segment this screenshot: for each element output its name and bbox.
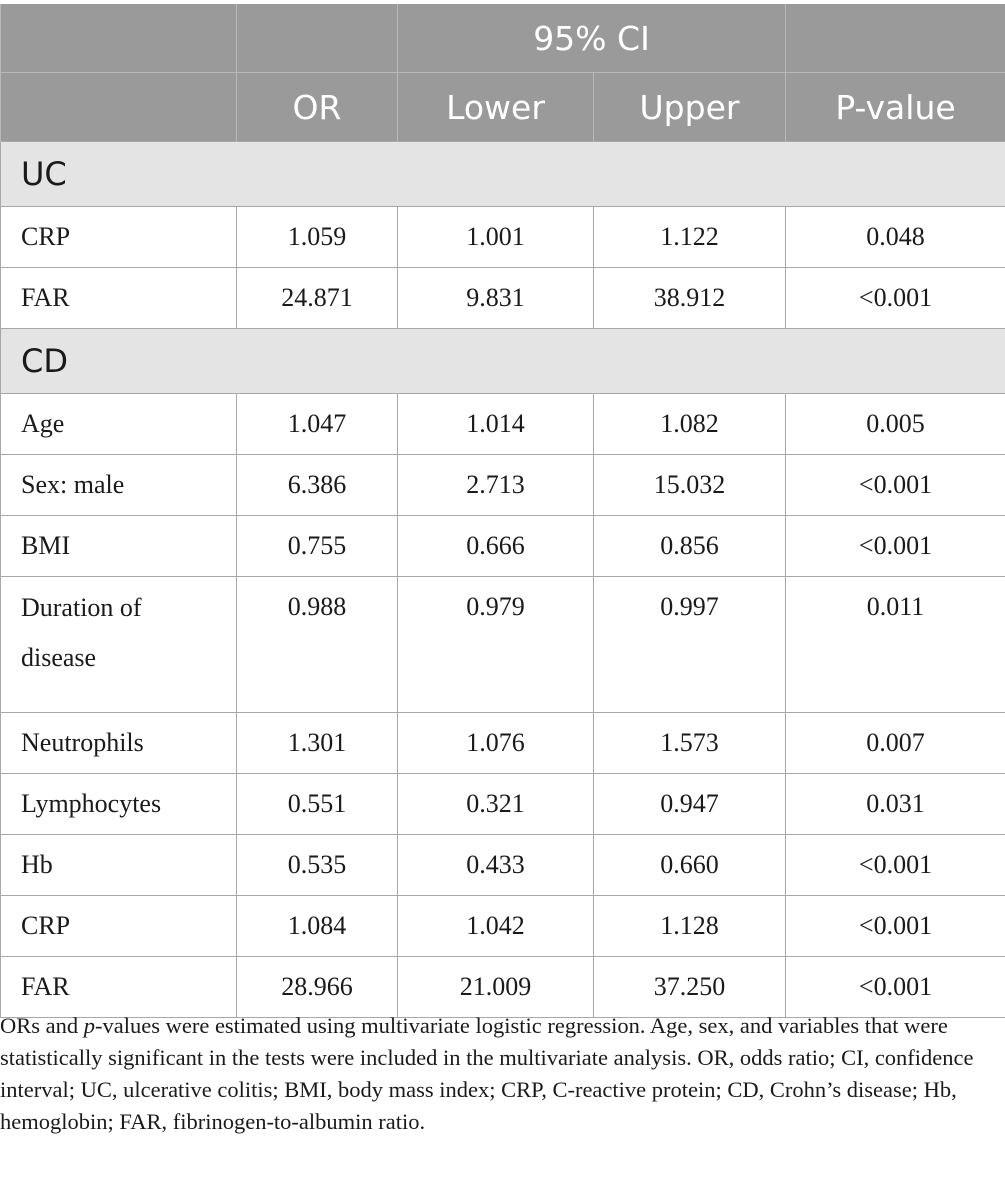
footnote-p-italic: p xyxy=(83,1013,95,1038)
table-row xyxy=(1,516,1005,577)
table-footnote xyxy=(0,1010,985,1138)
cell-or: 1.059 xyxy=(237,207,398,268)
cell-or: 6.386 xyxy=(237,455,398,516)
cell-lower: 0.433 xyxy=(398,835,594,896)
cell-or: 28.966 xyxy=(237,957,398,1018)
cell-pvalue: <0.001 xyxy=(786,516,1005,577)
cell-or: 0.755 xyxy=(237,516,398,577)
cell-upper: 0.997 xyxy=(594,577,786,713)
cell-upper: 0.856 xyxy=(594,516,786,577)
cell-or: 0.535 xyxy=(237,835,398,896)
cell-pvalue: 0.048 xyxy=(786,207,1005,268)
group-label: CD xyxy=(1,329,1005,394)
cell-pvalue: <0.001 xyxy=(786,957,1005,1018)
cell-upper: 1.122 xyxy=(594,207,786,268)
table-row xyxy=(1,268,1005,329)
row-label: Lymphocytes xyxy=(1,774,237,835)
cell-upper: 0.947 xyxy=(594,774,786,835)
cell-or: 1.084 xyxy=(237,896,398,957)
cell-pvalue: 0.005 xyxy=(786,394,1005,455)
cell-pvalue: <0.001 xyxy=(786,268,1005,329)
cell-pvalue: 0.011 xyxy=(786,577,1005,713)
header-empty-cell xyxy=(237,4,398,73)
footnote-text-1: ORs and xyxy=(0,1013,84,1038)
row-label xyxy=(1,577,237,713)
table-row xyxy=(1,774,1005,835)
cell-lower: 9.831 xyxy=(398,268,594,329)
cell-or: 1.301 xyxy=(237,713,398,774)
regression-table xyxy=(0,4,1005,1018)
header-lower: Lower xyxy=(398,73,594,142)
header-empty-cell xyxy=(1,4,237,73)
table-row xyxy=(1,713,1005,774)
cell-pvalue: <0.001 xyxy=(786,896,1005,957)
cell-lower: 0.666 xyxy=(398,516,594,577)
footnote-text-2: -values were estimated using multivariate logistic regression. Age, sex, and variables that were statistically significant in the tests were included in the multivariate analysis. OR, odds ratio; CI, confidence interval; UC, ulcerative colitis; BMI, body mass index; CRP, C-reactive protein; CD, Crohn’s disease; Hb, hemoglobin; FAR, fibrinogen-to-albumin ratio. xyxy=(0,1013,974,1134)
cell-or: 0.551 xyxy=(237,774,398,835)
group-label: UC xyxy=(1,142,1005,207)
cell-upper: 1.573 xyxy=(594,713,786,774)
table-row xyxy=(1,207,1005,268)
group-row-uc xyxy=(1,142,1005,207)
row-label: FAR xyxy=(1,268,237,329)
row-label-line-1: Duration of xyxy=(21,593,142,622)
row-label: BMI xyxy=(1,516,237,577)
cell-or: 1.047 xyxy=(237,394,398,455)
cell-or: 0.988 xyxy=(237,577,398,713)
cell-pvalue: <0.001 xyxy=(786,835,1005,896)
header-ci-label: 95% CI xyxy=(398,4,786,73)
header-or: OR xyxy=(237,73,398,142)
cell-upper: 37.250 xyxy=(594,957,786,1018)
table-row xyxy=(1,896,1005,957)
row-label: CRP xyxy=(1,896,237,957)
cell-pvalue: 0.007 xyxy=(786,713,1005,774)
row-label: CRP xyxy=(1,207,237,268)
cell-upper: 15.032 xyxy=(594,455,786,516)
header-row-1 xyxy=(1,4,1005,73)
cell-lower: 1.042 xyxy=(398,896,594,957)
table-row xyxy=(1,577,1005,713)
cell-pvalue: <0.001 xyxy=(786,455,1005,516)
table-row xyxy=(1,957,1005,1018)
cell-lower: 2.713 xyxy=(398,455,594,516)
header-empty-cell xyxy=(786,4,1005,73)
cell-lower: 1.014 xyxy=(398,394,594,455)
header-empty-cell xyxy=(1,73,237,142)
header-pvalue: P-value xyxy=(786,73,1005,142)
cell-upper: 1.128 xyxy=(594,896,786,957)
cell-upper: 0.660 xyxy=(594,835,786,896)
table-row xyxy=(1,394,1005,455)
table-row xyxy=(1,835,1005,896)
cell-upper: 1.082 xyxy=(594,394,786,455)
row-label: FAR xyxy=(1,957,237,1018)
group-row-cd xyxy=(1,329,1005,394)
row-label: Hb xyxy=(1,835,237,896)
row-label: Neutrophils xyxy=(1,713,237,774)
row-label: Age xyxy=(1,394,237,455)
cell-lower: 21.009 xyxy=(398,957,594,1018)
cell-or: 24.871 xyxy=(237,268,398,329)
header-upper: Upper xyxy=(594,73,786,142)
row-label: Sex: male xyxy=(1,455,237,516)
cell-lower: 1.001 xyxy=(398,207,594,268)
cell-lower: 1.076 xyxy=(398,713,594,774)
cell-lower: 0.321 xyxy=(398,774,594,835)
cell-pvalue: 0.031 xyxy=(786,774,1005,835)
header-row-2 xyxy=(1,73,1005,142)
cell-upper: 38.912 xyxy=(594,268,786,329)
row-label-line-2: disease xyxy=(21,643,97,672)
table-row xyxy=(1,455,1005,516)
cell-lower: 0.979 xyxy=(398,577,594,713)
